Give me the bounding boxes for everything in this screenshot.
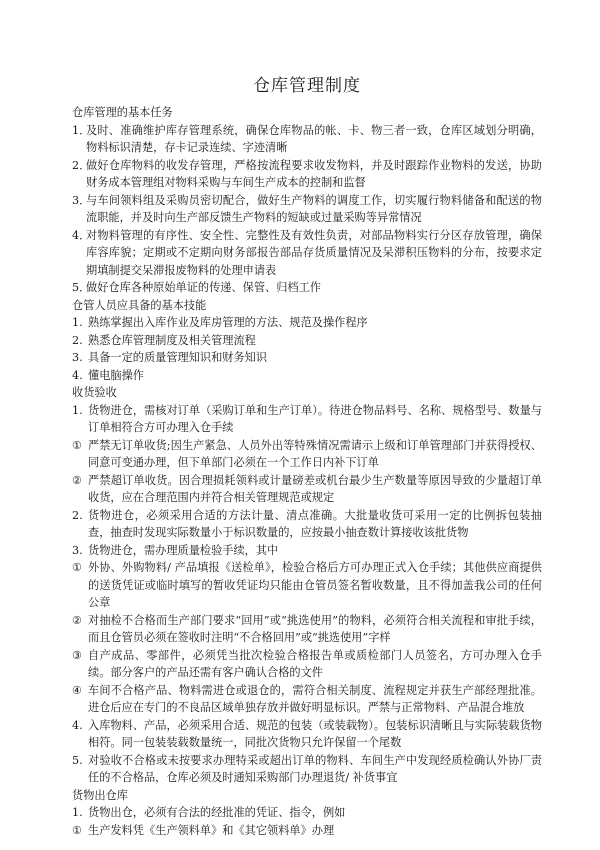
list-item xyxy=(72,472,542,507)
section-heading: 货物出仓库 xyxy=(72,788,128,802)
item-marker: 4. xyxy=(72,718,83,732)
item-marker: 2． xyxy=(72,158,91,172)
list-item xyxy=(72,647,542,682)
item-marker: ④ xyxy=(72,683,83,697)
item-marker: 3. xyxy=(72,543,83,557)
list-item xyxy=(72,192,542,227)
item-text: 对验收不合格或未按要求办理特采或超出订单的物料、车间生产中发现经质检确认外协厂责任的不合格品，仓库必须及时通知采购部门办理退货/ 补货事宜 xyxy=(88,753,542,784)
list-item xyxy=(72,279,542,297)
list-item xyxy=(72,437,542,472)
item-text: 懂电脑操作 xyxy=(88,368,144,382)
item-marker: 4. xyxy=(72,368,83,382)
item-text: 自产成品、零部件，必须凭当批次检验合格报告单或质检部门人员签名，方可办理入仓手续。部分客户的产品还需有客户确认合格的文件 xyxy=(88,648,542,679)
list-item xyxy=(72,349,542,367)
section-heading: 仓管人员应具备的基本技能 xyxy=(72,298,207,312)
item-marker: 3. xyxy=(72,351,83,364)
list-item xyxy=(72,402,542,437)
section-heading: 仓库管理的基本任务 xyxy=(72,106,173,119)
item-text: 及时、准确维护库存管理系统，确保仓库物品的帐、卡、物三者一致，仓库区域划分明确，物料标识清楚，存卡记录连续、字迹清晰 xyxy=(86,123,542,154)
item-marker: 2. xyxy=(72,508,83,522)
section-receiving-inspection xyxy=(72,384,542,787)
list-item xyxy=(72,122,542,157)
item-text: 做好仓库各种原始单证的传递、保管、归档工作 xyxy=(86,281,321,294)
item-text: 与车间领料组及采购员密切配合，做好生产物料的调度工作，切实履行物料储备和配送的物流职能，并及时向生产部反馈生产物料的短缺或过量采购等异常情况 xyxy=(86,193,542,224)
list-item xyxy=(72,314,542,332)
item-text: 严禁超订单收货。因合理损耗领料或计量磅差或机台最少生产数量等原因导致的少量超订单收货，应在合理范围内并符合相关管理规范或规定 xyxy=(88,473,542,504)
item-marker: 1. xyxy=(72,316,83,329)
item-text: 对物料管理的有序性、安全性、完整性及有效性负责，对部品物料实行分区存放管理，确保库容库貌；定期或不定期向财务部报告部品存货质量情况及呆滞积压物料的分布，按要求定期填制提交呆滞报废物料的处理申请表 xyxy=(86,228,542,277)
item-text: 货物出仓，必须有合法的经批准的凭证、指令，例如 xyxy=(88,806,346,819)
list-item xyxy=(72,822,542,840)
item-marker: ② xyxy=(72,473,83,487)
item-marker: 2. xyxy=(72,333,83,347)
list-item xyxy=(72,612,542,647)
item-text: 入库物料、产品，必须采用合适、规范的包装（或装载物）。包装标识清晰且与实际装载货物相符。同一包装装载数量统一，同批次货物只允许保留一个尾数 xyxy=(88,718,542,749)
item-marker: 5． xyxy=(72,281,91,294)
list-item xyxy=(72,542,542,560)
item-marker: 1. xyxy=(72,403,83,417)
item-marker: 1. xyxy=(72,806,83,819)
item-marker: ③ xyxy=(72,648,83,662)
item-text: 熟悉仓库管理制度及相关管理流程 xyxy=(88,333,256,347)
section-basic-skills xyxy=(72,297,542,385)
item-marker: 3． xyxy=(72,193,91,207)
item-text: 熟练掌握出入库作业及库房管理的方法、规范及操作程序 xyxy=(88,316,368,329)
section-basic-tasks xyxy=(72,104,542,297)
item-marker: 1． xyxy=(72,123,91,137)
section-goods-outbound xyxy=(72,787,542,840)
list-item xyxy=(72,157,542,192)
item-text: 生产发料凭《生产领料单》和《其它领料单》办理 xyxy=(88,823,335,837)
list-item xyxy=(72,367,542,385)
item-text: 严禁无订单收货;因生产紧急、人员外出等特殊情况需请示上级和订单管理部门并获得授权、同意可变通办理，但下单部门必须在一个工作日内补下订单 xyxy=(88,438,542,469)
item-text: 外协、外购物料/ 产品填报《送检单》，检验合格后方可办理正式入仓手续；其他供应商提供的送货凭证或临时填写的暂收凭证均只能由仓管员签名暂收数量，且不得加盖我公司的任何公章 xyxy=(88,561,542,609)
item-marker: ① xyxy=(72,561,83,574)
list-item xyxy=(72,227,542,280)
list-item xyxy=(72,752,542,787)
item-text: 货物进仓，需核对订单（采购订单和生产订单）。待进仓物品料号、名称、规格型号、数量与订单相符合方可办理入仓手续 xyxy=(88,403,542,434)
item-marker: 4． xyxy=(72,228,91,242)
item-text: 货物进仓，必须采用合适的方法计量、清点准确。大批量收货可采用一定的比例拆包装抽查，抽查时发现实际数量小于标识数量的，应按最小抽查数计算接收该批货物 xyxy=(88,508,542,539)
item-text: 做好仓库物料的收发存管理，严格按流程要求收发物料，并及时跟踪作业物料的发送，协助财务成本管理组对物料采购与车间生产成本的控制和监督 xyxy=(86,158,542,189)
item-marker: ② xyxy=(72,613,83,627)
item-marker: ① xyxy=(72,438,83,452)
list-item xyxy=(72,682,542,717)
item-marker: 5. xyxy=(72,753,83,767)
item-text: 车间不合格产品、物料需进仓或退仓的，需符合相关制度、流程规定并获生产部经理批准。进仓后应在专门的不良品区域单独存放并做好明显标识。严禁与正常物料、产品混合堆放 xyxy=(88,683,542,714)
list-item xyxy=(72,507,542,542)
item-text: 对抽检不合格而生产部门要求“回用”或“挑选使用”的物料，必须符合相关流程和审批手续，而且仓管员必须在签收时注明“不合格回用”或“挑选使用”字样 xyxy=(88,613,542,644)
list-item xyxy=(72,804,542,822)
section-heading: 收货验收 xyxy=(72,386,117,399)
list-item xyxy=(72,332,542,350)
item-marker: ① xyxy=(72,823,83,837)
list-item xyxy=(72,717,542,752)
list-item xyxy=(72,559,542,612)
page-title: 仓库管理制度 xyxy=(253,76,361,96)
item-text: 具备一定的质量管理知识和财务知识 xyxy=(88,351,268,364)
item-text: 货物进仓，需办理质量检验手续，其中 xyxy=(88,543,279,557)
